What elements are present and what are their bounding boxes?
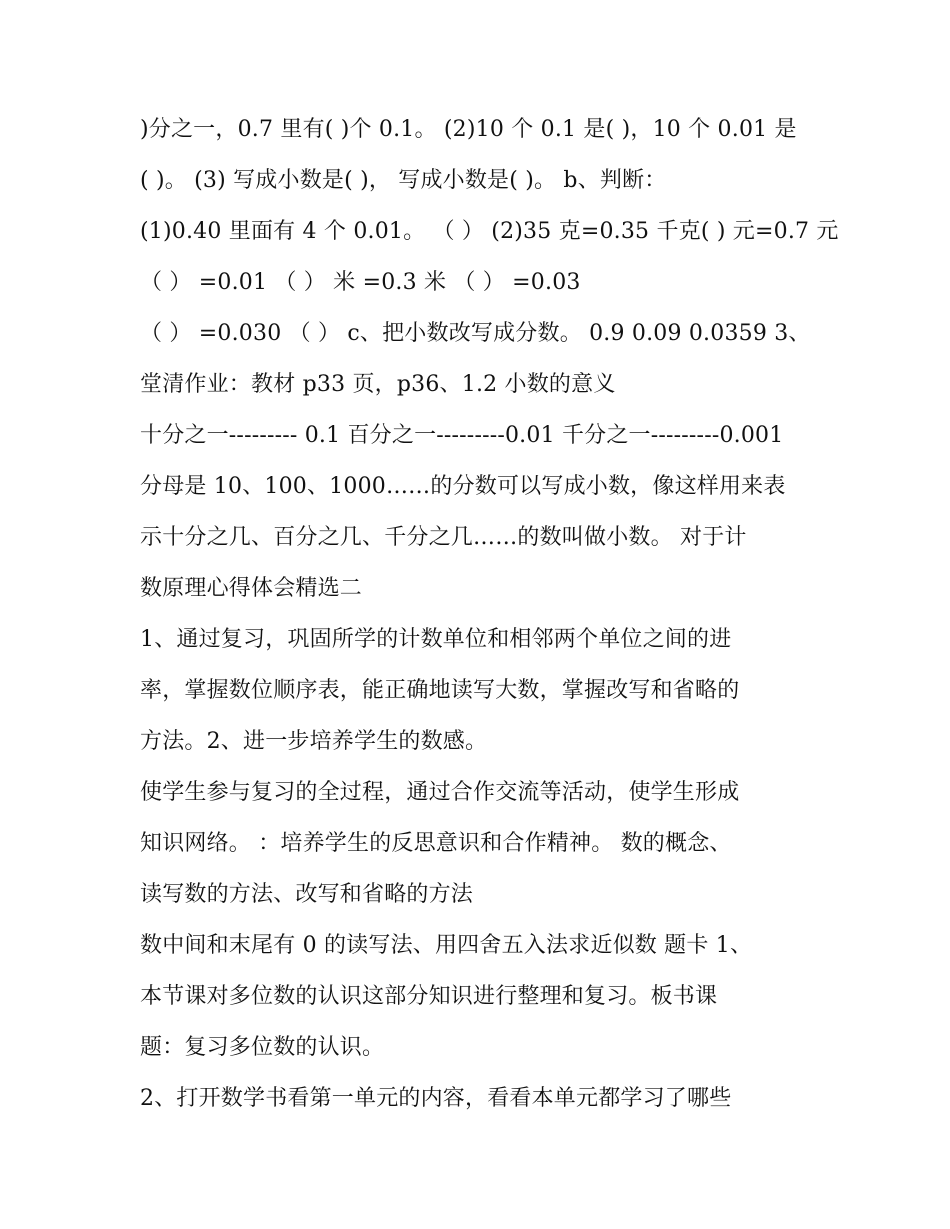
text-line: 使学生参与复习的全过程，通过合作交流等活动，使学生形成 (140, 780, 740, 805)
text-line: 分母是 10、100、1000……的分数可以写成小数，像这样用来表 (140, 474, 786, 499)
text-line: （ ） =0.01 （ ） 米 =0.3 米 （ ） =0.03 (140, 270, 581, 295)
text-line: 数原理心得体会精选二 (140, 576, 363, 601)
text-line: 本节课对多位数的认识这部分知识进行整理和复习。板书课 (140, 984, 718, 1009)
text-line: )分之一，0.7 里有( )个 0.1。 (2)10 个 0.1 是( )，10 个 0.01 是 (140, 117, 797, 142)
text-line: （ ） =0.030 （ ） c、把小数改写成分数。 0.9 0.09 0.0359 3、 (140, 321, 811, 346)
text-line: 堂清作业：教材 p33 页，p36、1.2 小数的意义 (140, 372, 616, 397)
text-line: 题：复习多位数的认识。 (140, 1035, 385, 1060)
text-line: 率，掌握数位顺序表，能正确地读写大数，掌握改写和省略的 (140, 678, 740, 703)
text-line: 方法。2、进一步培养学生的数感。 (140, 729, 488, 754)
text-line: ( )。 (3) 写成小数是( )， 写成小数是( )。 b、判断： (140, 168, 667, 193)
text-line: 十分之一--------- 0.1 百分之一---------0.01 千分之一---------0.001 (140, 423, 784, 448)
text-line: 1、通过复习，巩固所学的计数单位和相邻两个单位之间的进 (140, 627, 732, 652)
text-line: 示十分之几、百分之几、千分之几……的数叫做小数。 对于计 (140, 525, 747, 550)
text-line: 读写数的方法、改写和省略的方法 (140, 882, 474, 907)
text-line: 2、打开数学书看第一单元的内容，看看本单元都学习了哪些 (140, 1086, 732, 1111)
text-line: 知识网络。 ：培养学生的反思意识和合作精神。 数的概念、 (140, 831, 732, 856)
text-line: 数中间和末尾有 0 的读写法、用四舍五入法求近似数 题卡 1、 (140, 933, 753, 958)
body-text (140, 110, 839, 1130)
text-line: (1)0.40 里面有 4 个 0.01。 （ ） (2)35 克=0.35 千克( ) 元=0.7 元 (140, 219, 839, 244)
